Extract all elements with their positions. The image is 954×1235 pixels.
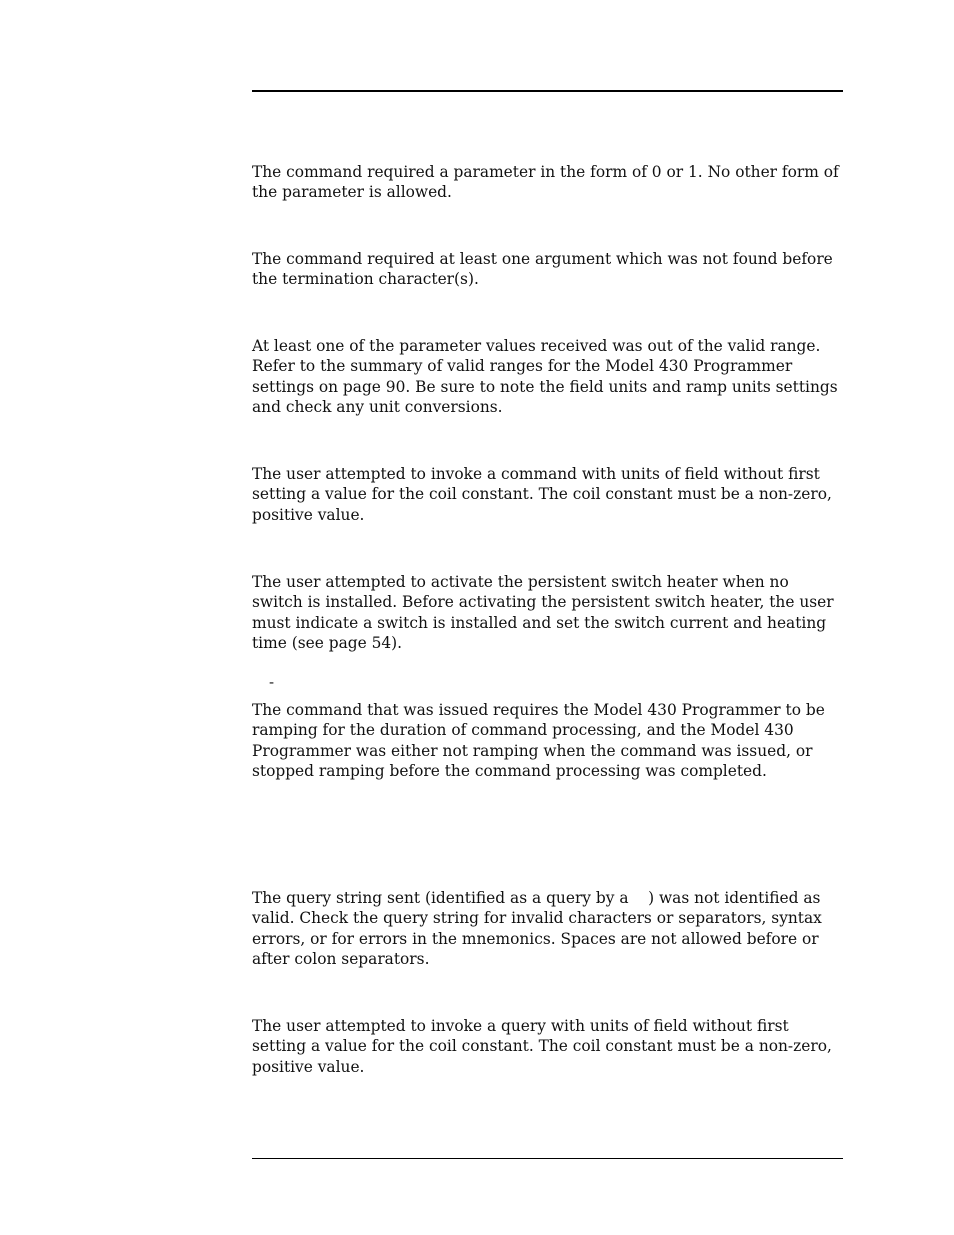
paragraph-boolean-parameter: The command required a parameter in the form of 0 or 1. No other form of the parameter is allowed. [252,163,839,202]
footer-rule [252,1158,843,1159]
paragraph-unrecognized-query: The query string sent (identified as a query by a ) was not identified as valid. Check the query string for invalid characters or separators, syntax errors, or for errors in the mnemonics. Spaces are not allowed before or after colon separators. [252,889,822,968]
paragraph-missing-argument: The command required at least one argument which was not found before the termination character(s). [252,250,833,289]
paragraph-no-switch-installed: The user attempted to activate the persistent switch heater when no switch is installed. Before activating the persistent switch heater, the user must indicate a switch is installed and set the switch current and heating time (see page 54). [252,573,834,652]
paragraph-not-ramping: The command that was issued requires the Model 430 Programmer to be ramping for the duration of command processing, and the Model 430 Programmer was either not ramping when the command was issued, or stopped ramping before the command processing was completed. [252,701,825,780]
paragraph-coil-constant-command: The user attempted to invoke a command with units of field without first setting a value for the coil constant. The coil constant must be a non-zero, positive value. [252,465,832,524]
header-rule [252,90,843,92]
paragraph-coil-constant-query: The user attempted to invoke a query with units of field without first setting a value for the coil constant. The coil constant must be a non-zero, positive value. [252,1017,832,1076]
stray-dash-mark: - [269,673,275,691]
paragraph-out-of-range: At least one of the parameter values received was out of the valid range. Refer to the summary of valid ranges for the Model 430 Programmer settings on page 90. Be sure to note the field units and ramp units settings and check any unit conversions. [252,337,838,416]
